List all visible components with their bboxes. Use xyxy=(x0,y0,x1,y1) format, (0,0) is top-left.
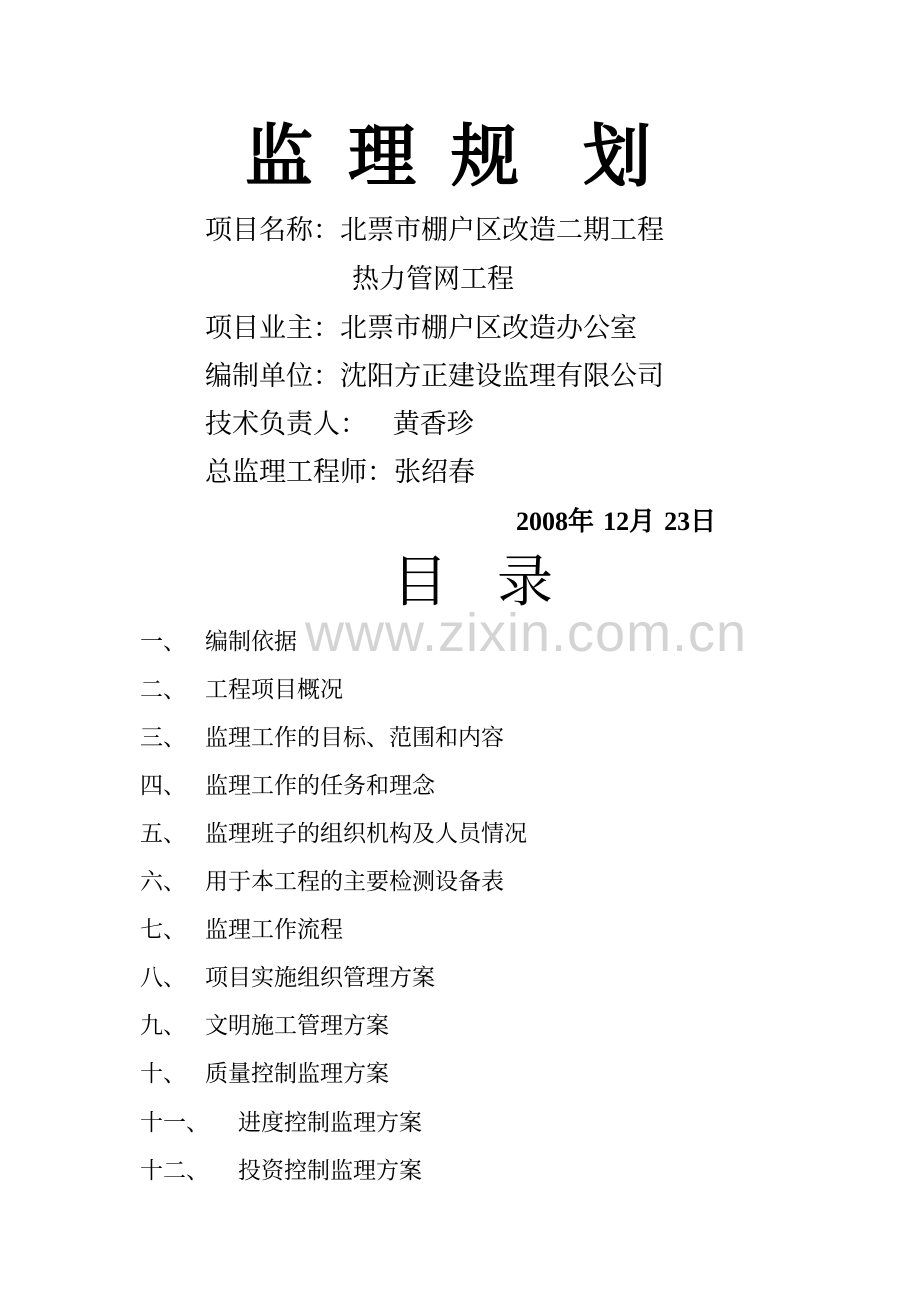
compiling-unit: 编制单位：沈阳方正建设监理有限公司 xyxy=(205,361,664,392)
technical-lead: 技术负责人： 黄香珍 xyxy=(205,409,474,440)
toc-title-char-1: 目 xyxy=(392,550,448,615)
toc-item-number: 四、 xyxy=(140,773,186,799)
date-month: 12 xyxy=(603,507,630,536)
project-name: 项目名称：北票市棚户区改造二期工程 xyxy=(205,215,664,246)
watermark: www.zixin.com.cn xyxy=(305,603,748,663)
toc-item-text: 文明施工管理方案 xyxy=(205,1013,389,1039)
toc-item-number: 二、 xyxy=(140,677,186,703)
toc-item-text: 监理工作的任务和理念 xyxy=(205,773,435,799)
toc-item-number: 六、 xyxy=(140,869,186,895)
toc-item-text: 监理班子的组织机构及人员情况 xyxy=(205,821,527,847)
toc-item-text: 监理工作流程 xyxy=(205,917,343,943)
toc-item-number: 十一、 xyxy=(140,1110,209,1136)
toc-item-text: 用于本工程的主要检测设备表 xyxy=(205,869,504,895)
toc-item-number: 十二、 xyxy=(140,1158,209,1184)
toc-item-number: 十、 xyxy=(140,1061,186,1087)
toc-item-number: 八、 xyxy=(140,965,186,991)
title-char-4: 划 xyxy=(583,118,652,197)
chief-supervisor: 总监理工程师：张绍春 xyxy=(205,457,475,488)
project-name-continued: 热力管网工程 xyxy=(352,264,514,295)
toc-item-text: 投资控制监理方案 xyxy=(238,1158,422,1184)
toc-item-number: 三、 xyxy=(140,725,186,751)
toc-item-number: 五、 xyxy=(140,821,186,847)
toc-item-text: 监理工作的目标、范围和内容 xyxy=(205,725,504,751)
toc-item-text: 项目实施组织管理方案 xyxy=(205,965,435,991)
title-char-3: 规 xyxy=(451,118,520,197)
date-month-unit: 月 xyxy=(629,507,656,537)
date-year: 2008 xyxy=(516,507,568,536)
toc-item-text: 质量控制监理方案 xyxy=(205,1061,389,1087)
document-date xyxy=(516,505,716,539)
toc-item-number: 九、 xyxy=(140,1013,186,1039)
toc-item-number: 七、 xyxy=(140,917,186,943)
toc-item-number: 一、 xyxy=(140,629,186,655)
date-year-unit: 年 xyxy=(568,507,595,537)
date-day-unit: 日 xyxy=(690,507,717,537)
toc-item-text: 进度控制监理方案 xyxy=(238,1110,422,1136)
title-char-2: 理 xyxy=(348,118,417,197)
title-char-1: 监 xyxy=(245,118,314,197)
project-owner: 项目业主：北票市棚户区改造办公室 xyxy=(205,313,637,344)
date-day: 23 xyxy=(664,507,691,536)
toc-item-text: 编制依据 xyxy=(205,629,297,655)
toc-item-text: 工程项目概况 xyxy=(205,677,343,703)
toc-title-char-2: 录 xyxy=(497,550,553,615)
